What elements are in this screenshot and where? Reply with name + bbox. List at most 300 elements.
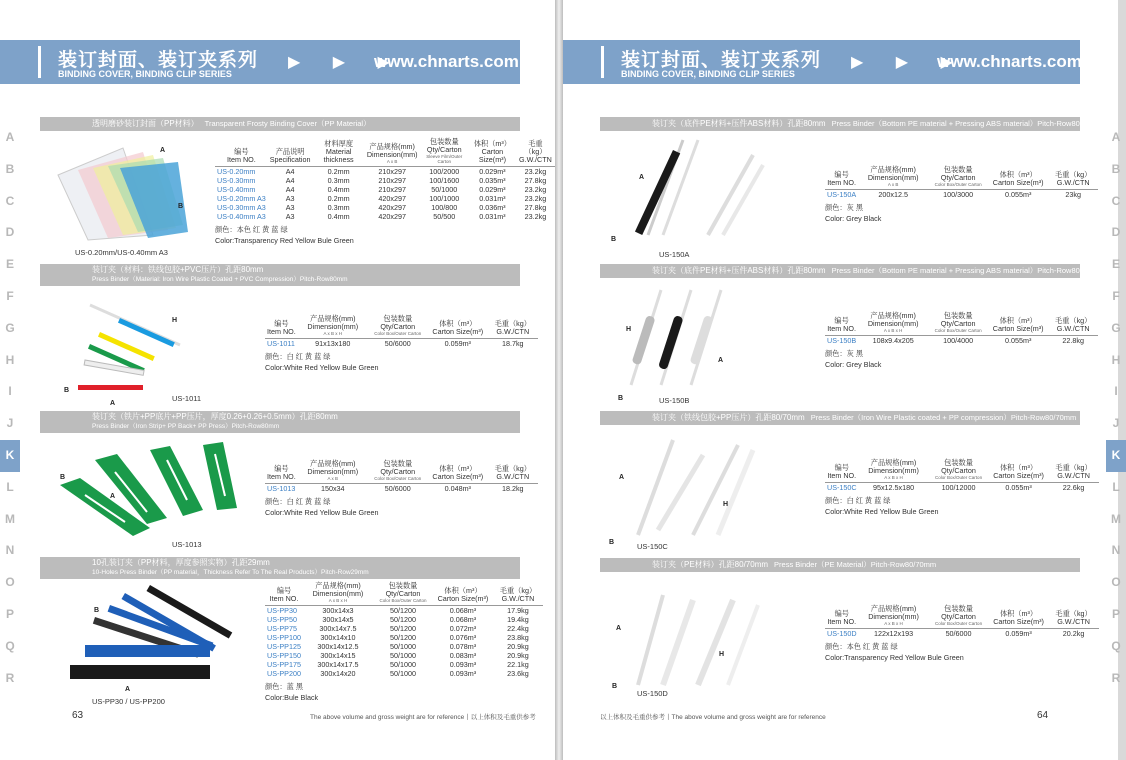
col-header-dimension: 产品规格(mm) Dimension(mm) A x B: [365, 138, 420, 167]
section-title-10-holes: [40, 557, 520, 579]
table-row: [265, 606, 543, 616]
colors-en: Color: Grey Black: [825, 214, 882, 223]
index-letter-q[interactable]: Q: [5, 638, 15, 653]
section-title-en: Press Binder（Bottom PE material + Pressing ABS material）Pitch-Row80mm: [831, 266, 1093, 275]
table-row: [215, 176, 555, 185]
cell-dim: 210x297: [378, 185, 406, 194]
table-row: [265, 624, 543, 633]
cell-code: US-0.40mm A3: [217, 212, 266, 221]
index-letter-i[interactable]: I: [8, 384, 12, 399]
cell-code: US-PP200: [267, 669, 301, 678]
cell-vol: 0.031m³: [479, 194, 506, 203]
index-letter-a[interactable]: A: [1111, 130, 1121, 144]
catalog-page-left: [0, 0, 555, 760]
cell-qty: 50/1000: [389, 660, 416, 669]
col-header-weight: 毛重（kg） G.W./CTN: [1049, 605, 1099, 629]
index-letter-r[interactable]: R: [1111, 670, 1121, 685]
section-title-150b: [600, 264, 1093, 278]
colors-cn: 颜色：本色 红 黄 蓝 绿: [215, 225, 288, 234]
cell-gw: 23.8kg: [507, 633, 529, 642]
col-header-volume: 体积（m³） Carton Size(m³): [428, 315, 488, 339]
index-letter-n[interactable]: N: [5, 543, 15, 558]
spec-table-150a: [825, 166, 1098, 224]
cell-thick: 0.2mm: [327, 167, 350, 176]
cell-vol: 0.059m³: [1005, 629, 1032, 638]
cell-code: US-1011: [267, 339, 295, 348]
section-title-en: Press Binder（PE Material）Pitch-Row80/70mm: [774, 560, 937, 569]
index-letter-c[interactable]: C: [1111, 193, 1121, 208]
section-title-en: Transparent Frosty Binding Cover（PP Material）: [204, 119, 371, 128]
colors-en: Color:Bule Black: [265, 693, 319, 702]
index-letter-b[interactable]: B: [1111, 161, 1121, 176]
table-row: [265, 660, 543, 669]
section-title-en: Press Binder（Iron Strip+ PP Back+ PP Press）Pitch-Row80mm: [92, 423, 280, 430]
col-header-weight: 毛重（kg） G.W./CTN: [488, 460, 538, 484]
cell-qty: 100/1600: [429, 176, 460, 185]
index-letter-n[interactable]: N: [1111, 543, 1121, 558]
product-caption: US-150D: [637, 689, 668, 698]
table-row: [215, 212, 555, 221]
index-letter-q[interactable]: Q: [1111, 638, 1121, 653]
cell-vol: 0.029m³: [479, 167, 506, 176]
header-title-cn: 装订封面、装订夹系列: [58, 50, 259, 71]
product-caption: US-1011: [172, 394, 202, 403]
spec-table-1013: [265, 460, 538, 518]
col-header-weight: 毛重（kg） G.W./CTN: [488, 315, 538, 339]
cell-vol: 0.068m³: [449, 615, 477, 624]
col-header-dimension: 产品规格(mm) Dimension(mm) A x B: [298, 460, 368, 484]
cell-spec: A4: [285, 185, 295, 194]
col-header-thickness: 材料厚度 Material thickness: [313, 138, 365, 167]
product-caption: US-150B: [659, 396, 690, 405]
col-header-weight: 毛重（kg） G.W./CTN: [1049, 459, 1099, 483]
dim-label-b: B: [609, 539, 615, 546]
cell-gw: 23.2kg: [524, 194, 547, 203]
index-letter-d[interactable]: D: [5, 225, 15, 240]
press-binder-150b-photo: [621, 285, 741, 395]
table-header-row: [825, 605, 1099, 629]
cell-vol: 0.083m³: [449, 651, 477, 660]
spec-table-150d: [825, 605, 1099, 663]
cell-gw: 18.7kg: [501, 339, 524, 348]
product-caption: US-PP30 / US-PP200: [92, 697, 165, 706]
cell-dim: 108x9.4x205: [872, 336, 914, 345]
cell-qty: 50/1200: [389, 624, 416, 633]
dim-label-a: A: [718, 357, 724, 364]
table-header-row: [825, 312, 1098, 336]
colors-en: Color:White Red Yellow Bule Green: [265, 508, 379, 517]
spec-table-150b: [825, 312, 1098, 370]
table-row: [215, 194, 555, 203]
alphabet-index: [1106, 122, 1126, 694]
color-options: [825, 641, 1099, 663]
section-title-cn: 装订夹（铁片+PP底片+PP压片，厚度0.26+0.26+0.5mm）孔距80mm: [92, 412, 338, 421]
dim-label-a: A: [110, 400, 116, 407]
banner-bar: [601, 46, 604, 78]
cell-spec: A3: [285, 203, 295, 212]
table-row: [215, 185, 555, 194]
colors-cn: 颜色：白 红 黄 蓝 绿: [265, 497, 331, 506]
banner-bar: [38, 46, 41, 78]
table-header-row: [265, 582, 543, 606]
cell-qty: 50/6000: [945, 629, 972, 638]
cell-gw: 23.2kg: [524, 185, 547, 194]
product-caption: US-150A: [659, 250, 690, 259]
binding-cover-photo: [38, 140, 198, 248]
cell-dim: 420x297: [378, 194, 406, 203]
colors-en: Color:Transparency Red Yellow Bule Green: [825, 653, 964, 662]
section-title-cn: 透明磨砂装订封面（PP材料）: [92, 119, 199, 128]
spec-table-150c: [825, 459, 1099, 517]
index-letter-r[interactable]: R: [5, 670, 15, 685]
table-row: [265, 642, 543, 651]
col-header-weight: 毛重（kg） G.W./CTN: [1048, 312, 1098, 336]
cell-gw: 22.1kg: [507, 660, 529, 669]
dim-label-b: B: [612, 683, 618, 690]
col-header-dimension: 产品规格(mm) Dimension(mm) A x B x H: [303, 582, 373, 606]
dim-label-b: B: [60, 474, 66, 481]
dim-label-h: H: [626, 326, 632, 333]
section-title-cn: 10孔装订夹（PP材料，厚度参照实物）孔距29mm: [92, 558, 270, 567]
press-binder-1011-photo: [60, 300, 230, 400]
section-title-150c: [600, 411, 1080, 425]
col-header-qty: 包装数量 Qty/Carton Color Box/Outer Carton: [929, 459, 989, 483]
cell-code: US-0.40mm: [217, 185, 256, 194]
page-number-right: 64: [1037, 710, 1049, 721]
press-binder-150a-photo: [613, 135, 773, 245]
cell-code: US-PP75: [267, 624, 297, 633]
index-letter-c[interactable]: C: [5, 193, 15, 208]
cell-dim: 122x12x193: [873, 629, 914, 638]
dim-label-a: A: [125, 686, 131, 693]
colors-cn: 颜色：白 红 黄 蓝 绿: [825, 496, 891, 505]
press-binder-1013-photo: [55, 440, 240, 540]
colors-cn: 颜色：白 红 黄 蓝 绿: [265, 352, 331, 361]
cell-gw: 20.9kg: [507, 651, 529, 660]
table-row: [265, 651, 543, 660]
col-header-dimension: 产品规格(mm) Dimension(mm) A x B x H: [298, 315, 368, 339]
cell-gw: 20.2kg: [1062, 629, 1085, 638]
colors-cn: 颜色：灰 黑: [825, 203, 863, 212]
product-caption: US-0.20mm/US-0.40mm A3: [75, 248, 168, 257]
color-options: [825, 202, 1098, 224]
colors-en: Color: Grey Black: [825, 360, 882, 369]
color-options: [265, 681, 543, 703]
col-header-volume: 体积（m³） Carton Size(m³): [428, 460, 488, 484]
index-letter-p[interactable]: P: [1111, 606, 1120, 621]
spec-table-binding-cover: [215, 138, 555, 246]
section-title-press-binder-1011: [40, 264, 520, 286]
cell-qty: 50/1000: [431, 185, 458, 194]
cell-vol: 0.093m³: [449, 669, 477, 678]
dim-label-a: A: [619, 474, 625, 481]
index-letter-k[interactable]: K: [0, 440, 20, 472]
index-letter-h[interactable]: H: [1111, 352, 1121, 367]
cell-spec: A3: [285, 212, 295, 221]
cell-dim: 300x14x12.5: [317, 642, 359, 651]
color-options: [265, 351, 538, 373]
dim-label-b: B: [94, 607, 100, 614]
section-title-cn: 装订夹（铁线包胶+PP压片）孔距80/70mm: [652, 413, 805, 422]
table-header-row: [265, 460, 538, 484]
cell-qty: 100/1000: [429, 194, 460, 203]
cell-dim: 420x297: [378, 212, 406, 221]
index-letter-l[interactable]: L: [6, 479, 14, 494]
dim-label-b: B: [64, 387, 70, 394]
index-letter-g[interactable]: G: [5, 320, 15, 335]
col-header-dimension: 产品规格(mm) Dimension(mm) A x B x H: [859, 605, 929, 629]
cell-dim: 300x14x10: [320, 633, 356, 642]
header-banner: [563, 40, 1080, 84]
table-row: [825, 629, 1099, 639]
cell-code: US-PP125: [267, 642, 301, 651]
index-letter-a[interactable]: A: [5, 130, 15, 144]
col-header-volume: 体积（m³） Carton Size(m³): [989, 459, 1049, 483]
col-header-item-no: 编号 Item NO.: [825, 166, 858, 190]
color-options: [215, 224, 555, 246]
cell-code: US-150D: [827, 629, 857, 638]
website-link[interactable]: www.chnarts.com: [937, 52, 1082, 71]
colors-en: Color:White Red Yellow Bule Green: [825, 507, 939, 516]
cell-vol: 0.029m³: [479, 185, 506, 194]
index-letter-b[interactable]: B: [5, 161, 15, 176]
dim-label-b: B: [611, 236, 617, 243]
color-options: [825, 348, 1098, 370]
dim-label-a: A: [160, 147, 166, 154]
index-letter-l[interactable]: L: [1112, 479, 1120, 494]
cell-qty: 100/4000: [943, 336, 974, 345]
cell-code: US-0.20mm A3: [217, 194, 266, 203]
cell-qty: 50/1000: [389, 669, 416, 678]
colors-cn: 颜色：灰 黑: [825, 349, 863, 358]
col-header-volume: 体积（m³） Carton Size(m³): [988, 166, 1048, 190]
table-row: [265, 615, 543, 624]
col-header-qty: 包装数量 Qty/Carton Color Box/Outer Carton: [368, 460, 428, 484]
index-letter-d[interactable]: D: [1111, 225, 1121, 240]
cell-dim: 300x14x17.5: [317, 660, 359, 669]
section-title-en: 10-Holes Press Binder（PP material，Thickness Refer To The Real Products）Pitch-Row29mm: [92, 569, 369, 576]
spec-table-10-holes: [265, 582, 543, 703]
table-row: [265, 339, 538, 349]
color-options: [825, 495, 1099, 517]
cell-qty: 50/1000: [389, 642, 416, 651]
section-title-press-binder-1013: [40, 411, 520, 433]
catalog-page-right: [563, 0, 1121, 760]
cell-gw: 22.8kg: [1062, 336, 1084, 345]
section-title-cn: 装订夹（材料：铁线包胶+PVC压片）孔距80mm: [92, 265, 264, 274]
dim-label-b: B: [178, 203, 184, 210]
index-letter-f[interactable]: F: [1112, 288, 1120, 303]
index-letter-f[interactable]: F: [6, 288, 14, 303]
col-header-qty: 包装数量 Qty/Carton Color Box/Outer Carton: [373, 582, 433, 606]
footer-note-right: 以上体积及毛重供参考丨The above volume and gross weight are for reference: [600, 714, 826, 721]
cell-dim: 200x12.5: [878, 190, 908, 199]
colors-en: Color:White Red Yellow Bule Green: [265, 363, 379, 372]
cell-qty: 50/6000: [384, 484, 411, 493]
table-header-row: [825, 459, 1099, 483]
index-letter-j[interactable]: J: [1112, 416, 1120, 431]
table-row: [215, 203, 555, 212]
table-row: [825, 190, 1098, 200]
index-letter-p[interactable]: P: [5, 606, 14, 621]
index-letter-e[interactable]: E: [5, 257, 14, 272]
header-title-cn: 装订封面、装订夹系列: [621, 50, 822, 71]
cell-spec: A3: [285, 194, 295, 203]
cell-qty: 100/2000: [429, 167, 460, 176]
col-header-volume: 体积（m³） Carton Size(m³): [433, 582, 493, 606]
cell-gw: 23.6kg: [507, 669, 529, 678]
col-header-weight: 毛重（kg） G.W./CTN: [1048, 166, 1098, 190]
cell-code: US-PP175: [267, 660, 301, 669]
col-header-qty: 包装数量 Qty/Carton Color Box/Outer Carton: [368, 315, 428, 339]
cell-thick: 0.4mm: [327, 185, 350, 194]
cell-code: US-PP50: [267, 615, 297, 624]
cell-gw: 22.4kg: [507, 624, 529, 633]
section-title-en: Press Binder（Iron Wire Plastic coated + PP compression）Pitch-Row80/70mm: [810, 413, 1077, 422]
cell-qty: 50/6000: [384, 339, 411, 348]
dim-label-h: H: [723, 501, 729, 508]
table-row: [265, 484, 538, 494]
cell-vol: 0.078m³: [449, 642, 477, 651]
cell-qty: 100/3000: [943, 190, 974, 199]
website-link[interactable]: www.chnarts.com: [374, 52, 519, 71]
cell-thick: 0.3mm: [327, 176, 350, 185]
section-title-150d: [600, 558, 1080, 572]
header-title-en: BINDING COVER, BINDING CLIP SERIES: [621, 69, 795, 79]
index-letter-m[interactable]: M: [1111, 511, 1121, 526]
color-options: [265, 496, 538, 518]
cell-code: US-PP30: [267, 606, 297, 615]
colors-cn: 颜色：本色 红 黄 蓝 绿: [825, 642, 898, 651]
col-header-item-no: 编号 Item NO.: [825, 312, 858, 336]
table-header-row: [265, 315, 538, 339]
colors-cn: 颜色：蓝 黑: [265, 682, 303, 691]
index-letter-g[interactable]: G: [1111, 320, 1121, 335]
table-row: [215, 167, 555, 177]
cell-gw: 27.8kg: [524, 176, 547, 185]
colors-en: Color:Transparency Red Yellow Bule Green: [215, 236, 354, 245]
cell-dim: 210x297: [378, 176, 406, 185]
cell-code: US-150C: [827, 483, 857, 492]
page-number-left: 63: [72, 710, 84, 721]
section-title-cn: 装订夹（PE材料）孔距80/70mm: [652, 560, 769, 569]
cell-code: US-PP100: [267, 633, 301, 642]
table-row: [265, 633, 543, 642]
dim-label-a: A: [616, 625, 622, 632]
press-binder-150c-photo: [618, 435, 768, 545]
col-header-qty: 包装数量 Qty/Carton Color Box/Outer Carton: [928, 312, 988, 336]
footer-note-left: The above volume and gross weight are for reference丨以上体积及毛重供参考: [310, 714, 536, 721]
dim-label-a: A: [110, 493, 116, 500]
cell-dim: 300x14x5: [322, 615, 354, 624]
col-header-item-no: 编号 Item NO.: [265, 460, 298, 484]
cell-dim: 150x34: [320, 484, 345, 493]
cell-vol: 0.048m³: [444, 484, 471, 493]
dim-label-b: B: [618, 395, 624, 402]
cell-code: US-1013: [267, 484, 296, 493]
index-letter-i[interactable]: I: [1114, 384, 1118, 399]
index-letter-j[interactable]: J: [6, 416, 14, 431]
index-letter-e[interactable]: E: [1111, 257, 1120, 272]
table-header-row: [825, 166, 1098, 190]
cell-dim: 300x14x3: [322, 606, 354, 615]
cell-vol: 0.035m³: [479, 176, 506, 185]
index-letter-o[interactable]: O: [5, 575, 15, 590]
dim-label-h: H: [719, 651, 725, 658]
cell-vol: 0.036m³: [479, 203, 506, 212]
index-letter-m[interactable]: M: [5, 511, 15, 526]
col-header-item-no: 编号 Item NO.: [825, 459, 859, 483]
cell-qty: 50/1200: [389, 606, 416, 615]
section-title-cn: 装订夹（底件PE材料+压件ABS材料）孔距80mm: [652, 119, 826, 128]
index-letter-k[interactable]: K: [1106, 440, 1126, 472]
cell-code: US-150B: [827, 336, 857, 345]
spec-table-1011: [265, 315, 538, 373]
cell-vol: 0.076m³: [449, 633, 477, 642]
index-letter-h[interactable]: H: [5, 352, 15, 367]
cell-code: US-0.20mm: [217, 167, 256, 176]
cell-vol: 0.055m³: [1004, 336, 1032, 345]
cell-gw: 23.2kg: [524, 212, 547, 221]
cell-dim: 210x297: [378, 167, 406, 176]
col-header-volume: 体积（m³） Carton Size(m³): [988, 312, 1048, 336]
cell-gw: 23.2kg: [524, 167, 547, 176]
cell-vol: 0.059m³: [444, 339, 471, 348]
col-header-item-no: 编号 Item NO.: [215, 138, 268, 167]
index-letter-o[interactable]: O: [1111, 575, 1121, 590]
cell-vol: 0.072m³: [449, 624, 477, 633]
cell-dim: 300x14x15: [320, 651, 356, 660]
cell-qty: 100/12000: [941, 483, 976, 492]
col-header-qty: 包装数量 Qty/Carton Color Box/Outer Carton: [928, 166, 988, 190]
cell-code: US-0.30mm A3: [217, 203, 266, 212]
col-header-volume: 体积（m³） Carton Size(m³): [469, 138, 516, 167]
arrow-icons: ▶ ▶ ▶: [288, 54, 404, 71]
cell-vol: 0.031m³: [479, 212, 506, 221]
col-header-qty: 包装数量 Qty/Carton Color Box/Outer Carton: [929, 605, 989, 629]
cell-gw: 18.2kg: [501, 484, 524, 493]
cell-gw: 22.6kg: [1062, 483, 1085, 492]
cell-code: US-0.30mm: [217, 176, 256, 185]
col-header-dimension: 产品规格(mm) Dimension(mm) A x B: [858, 166, 928, 190]
col-header-volume: 体积（m³） Carton Size(m³): [989, 605, 1049, 629]
cell-vol: 0.055m³: [1005, 483, 1032, 492]
cell-thick: 0.2mm: [327, 194, 350, 203]
cell-qty: 50/1200: [389, 633, 416, 642]
cell-dim: 300x14x20: [320, 669, 356, 678]
cell-gw: 23kg: [1065, 190, 1081, 199]
col-header-item-no: 编号 Item NO.: [825, 605, 859, 629]
cell-code: US-150A: [827, 190, 857, 199]
cell-dim: 95x12.5x180: [872, 483, 915, 492]
cell-gw: 27.8kg: [524, 203, 547, 212]
table-row: [265, 669, 543, 678]
section-title-cn: 装订夹（底件PE材料+压件ABS材料）孔距80mm: [652, 266, 826, 275]
section-title-150a: [600, 117, 1093, 131]
section-title-binding-cover: [40, 117, 520, 131]
col-header-dimension: 产品规格(mm) Dimension(mm) A x B x H: [858, 312, 928, 336]
cell-qty: 50/1000: [389, 651, 416, 660]
dim-label-a: A: [639, 174, 645, 181]
cell-vol: 0.068m³: [449, 606, 477, 615]
col-header-dimension: 产品规格(mm) Dimension(mm) A x B x H: [859, 459, 929, 483]
cell-qty: 100/800: [431, 203, 458, 212]
table-row: [825, 336, 1098, 346]
cell-thick: 0.4mm: [327, 212, 350, 221]
cell-gw: 19.4kg: [507, 615, 529, 624]
cell-qty: 50/500: [433, 212, 456, 221]
cell-dim: 300x14x7.5: [319, 624, 357, 633]
